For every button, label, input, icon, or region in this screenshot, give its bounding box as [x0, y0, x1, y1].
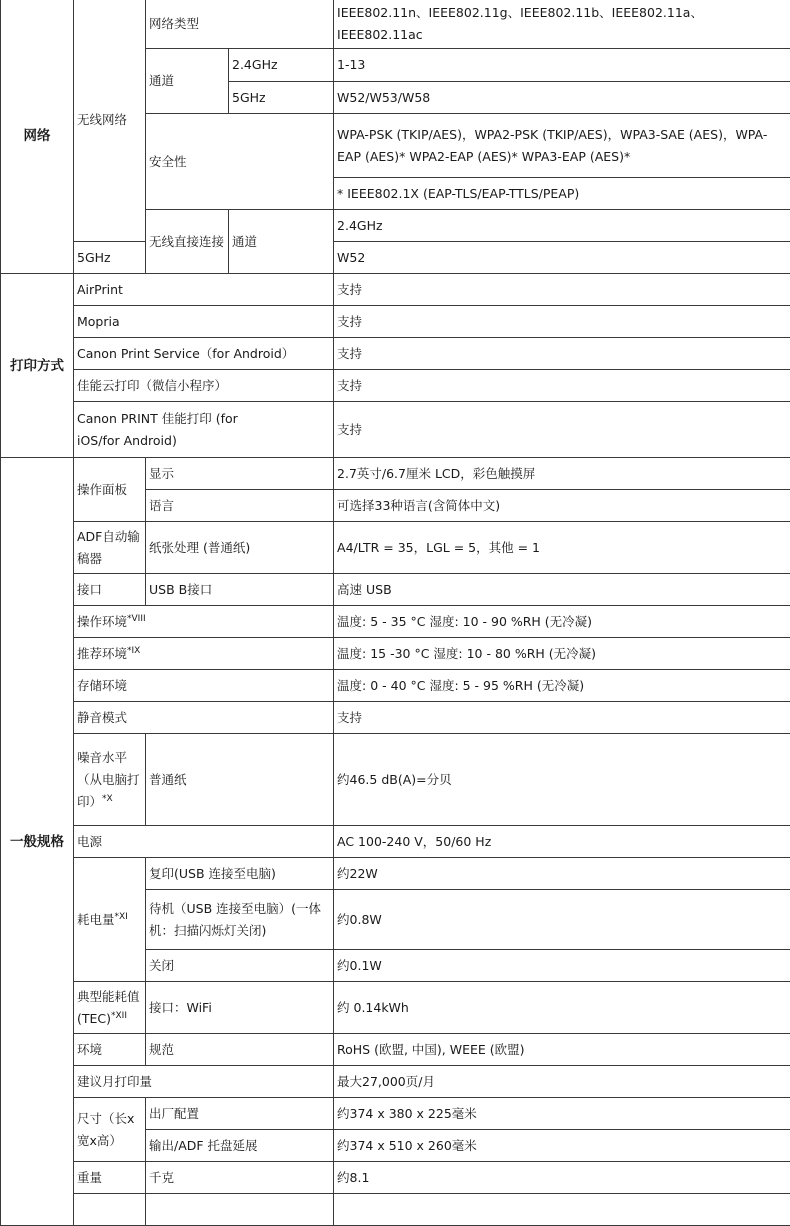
table-row [1, 1098, 790, 1130]
usb-value: 高速 USB [334, 574, 790, 606]
wireless-lan-label: 无线网络 [74, 0, 146, 242]
monthly-volume-label: 建议月打印量 [74, 1066, 334, 1098]
empty-cell [74, 1194, 146, 1226]
print-method-name: 佳能云打印（微信小程序） [74, 370, 334, 402]
print-method-value: 支持 [334, 306, 790, 338]
tec-interface-label: 接口：WiFi [146, 982, 334, 1034]
copy-value: 约22W [334, 858, 790, 890]
table-row [1, 0, 790, 49]
table-row [1, 522, 790, 574]
env-value: RoHS (欧盟, 中国), WEEE (欧盟) [334, 1034, 790, 1066]
consumption-label: 耗电量$^{*XI}$ [74, 858, 146, 982]
security-label: 安全性 [146, 114, 334, 210]
footnote-marker: *X [102, 793, 113, 803]
interface-label: 接口 [74, 574, 146, 606]
off-value: 约0.1W [334, 950, 790, 982]
language-value: 可选择33种语言(含简体中文) [334, 490, 790, 522]
display-value: 2.7英寸/6.7厘米 LCD，彩色触摸屏 [334, 458, 790, 490]
adf-paper-label: 纸张处理 (普通纸) [146, 522, 334, 574]
table-row [1, 606, 790, 638]
section-print-methods: 打印方式 [1, 274, 74, 458]
band-24-label: 2.4GHz [229, 49, 334, 82]
band-5-label: 5GHz [229, 82, 334, 114]
band-24-value: 1-13 [334, 49, 790, 82]
print-method-name: AirPrint [74, 274, 334, 306]
table-row [1, 982, 790, 1034]
copy-label: 复印(USB 连接至电脑) [146, 858, 334, 890]
print-method-name: Mopria [74, 306, 334, 338]
weight-label: 重量 [74, 1162, 146, 1194]
rec-env-label: 推荐环境$^{*IX}$ [74, 638, 334, 670]
standby-label: 待机（USB 连接至电脑）(一体机：扫描闪烁灯关闭) [146, 890, 334, 950]
dimensions-label: 尺寸（长x宽x高） [74, 1098, 146, 1162]
power-label: 电源 [74, 826, 334, 858]
power-value: AC 100-240 V，50/60 Hz [334, 826, 790, 858]
table-row [1, 574, 790, 606]
op-env-label: 操作环境$^{*VIII}$ [74, 606, 334, 638]
table-row [1, 242, 790, 274]
print-method-name: Canon Print Service（for Android） [74, 338, 334, 370]
table-row [1, 638, 790, 670]
env-standard-label: 规范 [146, 1034, 334, 1066]
network-type-value: IEEE802.11n、IEEE802.11g、IEEE802.11b、IEEE802.11a、IEEE802.11ac [334, 0, 790, 49]
table-row [1, 670, 790, 702]
weight-value: 约8.1 [334, 1162, 790, 1194]
monthly-volume-value: 最大27,000页/月 [334, 1066, 790, 1098]
print-method-value: 支持 [334, 402, 790, 458]
rec-env-value: 温度: 15 -30 °C 湿度: 10 - 80 %RH (无冷凝) [334, 638, 790, 670]
adf-label: ADF自动输稿器 [74, 522, 146, 574]
empty-cell [334, 1194, 790, 1226]
dims-factory-label: 出厂配置 [146, 1098, 334, 1130]
panel-label: 操作面板 [74, 458, 146, 522]
off-label: 关闭 [146, 950, 334, 982]
table-row [1, 1066, 790, 1098]
table-row [1, 858, 790, 890]
tec-value: 约 0.14kWh [334, 982, 790, 1034]
table-row [1, 458, 790, 490]
network-type-label: 网络类型 [146, 0, 334, 49]
display-label: 显示 [146, 458, 334, 490]
direct-24-label: 2.4GHz [334, 210, 790, 242]
section-network: 网络 [1, 0, 74, 274]
weight-unit-label: 千克 [146, 1162, 334, 1194]
security-note: * IEEE802.1X (EAP-TLS/EAP-TTLS/PEAP) [334, 178, 790, 210]
standby-value: 约0.8W [334, 890, 790, 950]
table-row [1, 734, 790, 826]
security-value: WPA-PSK (TKIP/AES)，WPA2-PSK (TKIP/AES)，WPA3-SAE (AES)，WPA-EAP (AES)* WPA2-EAP (AES)* WPA3-EAP (AES)* [334, 114, 790, 178]
table-row [1, 826, 790, 858]
footnote-marker: *IX [127, 645, 140, 655]
print-method-name: Canon PRINT 佳能打印 (for iOS/for Android) [74, 402, 334, 458]
section-general: 一般规格 [1, 458, 74, 1226]
print-method-value: 支持 [334, 338, 790, 370]
dims-extended-label: 输出/ADF 托盘延展 [146, 1130, 334, 1162]
dims-extended-value: 约374 x 510 x 260毫米 [334, 1130, 790, 1162]
noise-label: 噪音水平（从电脑打印）$^{*X}$ [74, 734, 146, 826]
direct-5-label: 5GHz [74, 242, 146, 274]
footnote-marker: *VIII [127, 613, 146, 623]
table-row [1, 274, 790, 306]
table-row [1, 1194, 790, 1226]
tec-label: 典型能耗值(TEC)$^{*XII}$ [74, 982, 146, 1034]
noise-paper-label: 普通纸 [146, 734, 334, 826]
print-method-value: 支持 [334, 370, 790, 402]
empty-cell [146, 1194, 334, 1226]
table-row [1, 306, 790, 338]
footnote-marker: *XI [115, 911, 128, 921]
table-row [1, 1034, 790, 1066]
footnote-marker: *XII [111, 1010, 127, 1020]
direct-5-value: W52 [334, 242, 790, 274]
channel-label: 通道 [146, 49, 229, 114]
noise-value: 约46.5 dB(A)=分贝 [334, 734, 790, 826]
band-5-value: W52/W53/W58 [334, 82, 790, 114]
quiet-value: 支持 [334, 702, 790, 734]
table-row [1, 402, 790, 458]
adf-value: A4/LTR = 35，LGL = 5，其他 = 1 [334, 522, 790, 574]
env-label: 环境 [74, 1034, 146, 1066]
table-row [1, 370, 790, 402]
storage-env-label: 存储环境 [74, 670, 334, 702]
direct-channel-label: 通道 [229, 210, 334, 274]
storage-env-value: 温度: 0 - 40 °C 湿度: 5 - 95 %RH (无冷凝) [334, 670, 790, 702]
language-label: 语言 [146, 490, 334, 522]
print-method-value: 支持 [334, 274, 790, 306]
usb-label: USB B接口 [146, 574, 334, 606]
table-row [1, 702, 790, 734]
table-row [1, 1162, 790, 1194]
op-env-value: 温度: 5 - 35 °C 湿度: 10 - 90 %RH (无冷凝) [334, 606, 790, 638]
quiet-label: 静音模式 [74, 702, 334, 734]
dims-factory-value: 约374 x 380 x 225毫米 [334, 1098, 790, 1130]
direct-label: 无线直接连接 [146, 210, 229, 274]
table-row [1, 338, 790, 370]
